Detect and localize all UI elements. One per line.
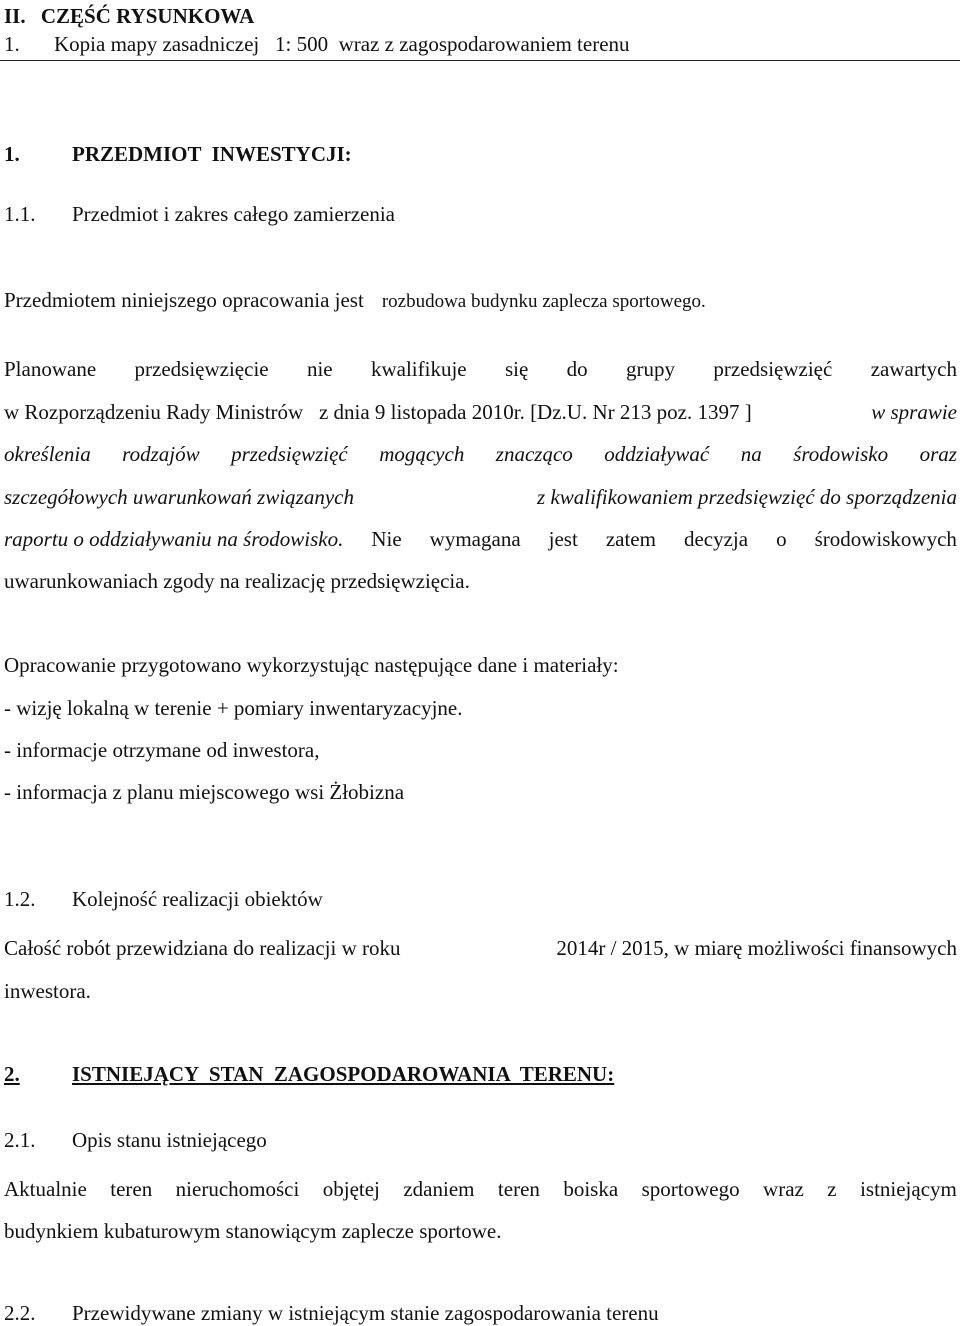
para-word: zawartych xyxy=(870,357,957,381)
subject-prefix: Przedmiotem niniejszego opracowania jest xyxy=(4,288,364,312)
part-title: CZĘŚĆ RYSUNKOWA xyxy=(40,4,255,28)
sub2-2-number: 2.2. xyxy=(4,1301,36,1325)
sub1-1-title: Przedmiot i zakres całego zamierzenia xyxy=(72,202,395,226)
para-word: się xyxy=(504,357,529,381)
section1-heading xyxy=(4,141,352,167)
para-word: Nie xyxy=(371,527,402,551)
para-text: uwarunkowaniach zgody na realizację przedsięwzięcia. xyxy=(4,569,470,593)
order-text: Całość robót przewidziana do realizacji w roku xyxy=(4,936,401,960)
sub1-1-heading xyxy=(4,201,395,227)
para-word: teren xyxy=(497,1177,540,1201)
top-divider xyxy=(0,60,960,61)
para-word: Aktualnie xyxy=(4,1177,87,1201)
para-word: grupy xyxy=(626,357,676,381)
para-word: do xyxy=(566,357,588,381)
sub2-2-title: Przewidywane zmiany w istniejącym stanie zagospodarowania terenu xyxy=(72,1301,659,1325)
regulation-italic: w sprawie xyxy=(871,400,957,424)
para-word: kwalifikuje xyxy=(370,357,467,381)
subject-line xyxy=(4,287,706,315)
sub2-2-heading xyxy=(4,1300,659,1326)
sub2-1-title: Opis stanu istniejącego xyxy=(72,1128,267,1152)
para-word: nie xyxy=(306,357,333,381)
para-word: oraz xyxy=(919,442,957,466)
para-word: wymagana xyxy=(429,527,521,551)
part-item-number: 1. xyxy=(4,32,20,56)
para-word: zdaniem xyxy=(403,1177,475,1201)
materials-intro xyxy=(4,652,619,678)
sub1-2-title: Kolejność realizacji obiektów xyxy=(72,887,323,911)
sub1-2-heading xyxy=(4,886,323,912)
para-word: jest xyxy=(548,527,578,551)
existing-line-2 xyxy=(4,1218,501,1244)
order-line-left xyxy=(4,935,401,961)
para-word: nieruchomości xyxy=(175,1177,300,1201)
section1-title: PRZEDMIOT INWESTYCJI: xyxy=(72,142,352,166)
subject-suffix: rozbudowa budynku zaplecza sportowego. xyxy=(381,291,706,312)
order-line-2 xyxy=(4,978,91,1004)
para-line-5 xyxy=(4,526,957,552)
regulation-reference: w Rozporządzeniu Rady Ministrów z dnia 9 listopada 2010r. [Dz.U. Nr 213 poz. 1397 ] xyxy=(4,400,752,424)
section1-number: 1. xyxy=(4,142,20,166)
materials-item-text: - wizję lokalną w terenie + pomiary inwentaryzacyjne. xyxy=(4,696,463,720)
para-word: decyzja xyxy=(683,527,749,551)
order-line-right xyxy=(556,935,957,961)
para-word: przedsięwzięć xyxy=(231,442,348,466)
sub2-1-number: 2.1. xyxy=(4,1128,36,1152)
para-word: istniejącym xyxy=(860,1177,957,1201)
part-heading xyxy=(4,3,254,29)
para-line-4-right xyxy=(537,484,957,510)
para-word: określenia xyxy=(4,442,91,466)
para-word: oddziaływać xyxy=(604,442,710,466)
para-word: objętej xyxy=(322,1177,380,1201)
para-word: środowiskowych xyxy=(814,527,957,551)
materials-item xyxy=(4,779,404,805)
sub1-2-number: 1.2. xyxy=(4,887,36,911)
para-line-1 xyxy=(4,356,957,382)
order-text: 2014r / 2015, w miarę możliwości finansowych xyxy=(556,936,957,960)
materials-item-text: - informacja z planu miejscowego wsi Żłobizna xyxy=(4,780,405,804)
para-word: z xyxy=(827,1177,837,1201)
part-item xyxy=(4,31,630,57)
para-word: na xyxy=(740,442,762,466)
materials-item xyxy=(4,737,319,763)
part-item-text: Kopia mapy zasadniczej 1: 500 wraz z zagospodarowaniem terenu xyxy=(54,32,630,56)
para-line-6 xyxy=(4,568,470,594)
para-word: mogących xyxy=(379,442,465,466)
para-line-3 xyxy=(4,441,957,467)
para-word: Planowane xyxy=(4,357,97,381)
para-word: rodzajów xyxy=(122,442,200,466)
para-word: środowisko xyxy=(793,442,889,466)
para-word: teren xyxy=(110,1177,153,1201)
para-word: znacząco xyxy=(495,442,573,466)
para-word: przedsięwzięcie xyxy=(134,357,269,381)
sub1-1-number: 1.1. xyxy=(4,202,36,226)
materials-intro-text: Opracowanie przygotowano wykorzystując następujące dane i materiały: xyxy=(4,653,619,677)
sub2-1-heading xyxy=(4,1127,267,1153)
para-word: sportowego xyxy=(641,1177,740,1201)
existing-line-1 xyxy=(4,1176,957,1202)
para-word: boiska xyxy=(563,1177,619,1201)
materials-item xyxy=(4,695,462,721)
materials-item-text: - informacje otrzymane od inwestora, xyxy=(4,738,320,762)
para-word: przedsięwzięć xyxy=(713,357,833,381)
para-word: zatem xyxy=(605,527,656,551)
part-number: II. xyxy=(4,4,26,28)
para-italic: raportu o oddziaływaniu na środowisko. xyxy=(4,527,344,551)
section2-title: ISTNIEJĄCY STAN ZAGOSPODAROWANIA TERENU: xyxy=(72,1062,615,1086)
para-word: o xyxy=(776,527,787,551)
para-line-4-left xyxy=(4,484,354,510)
para-word: wraz xyxy=(763,1177,804,1201)
para-text: z kwalifikowaniem przedsięwzięć do sporządzenia xyxy=(537,485,957,509)
order-text: inwestora. xyxy=(4,979,91,1003)
para-line-2 xyxy=(4,399,957,425)
section2-heading xyxy=(4,1061,614,1087)
section2-number: 2. xyxy=(4,1062,20,1086)
existing-text: budynkiem kubaturowym stanowiącym zaplecze sportowe. xyxy=(4,1219,502,1243)
para-text: szczegółowych uwarunkowań związanych xyxy=(4,485,354,509)
